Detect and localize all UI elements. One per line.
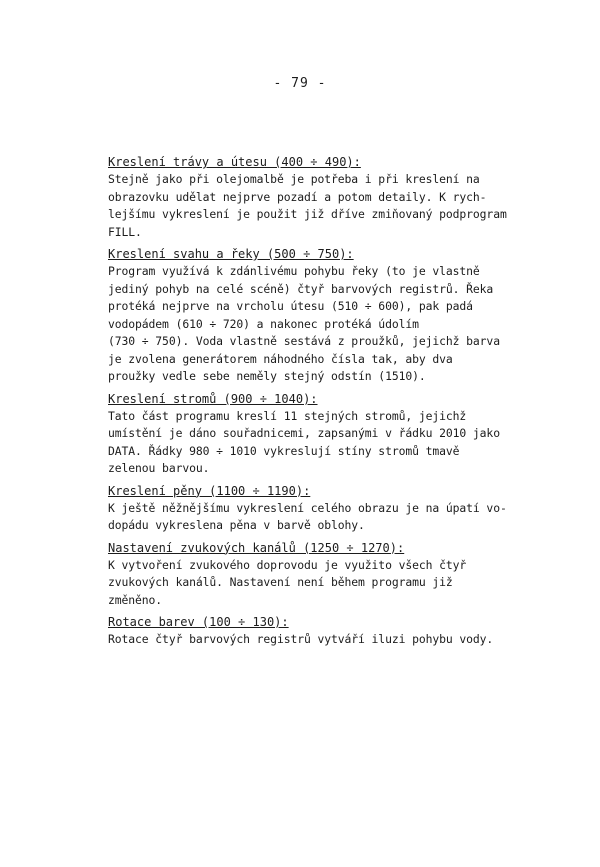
section-foam <box>108 483 538 535</box>
paragraph-line: lejšímu vykreslení je použit již dříve zmiňovaný podprogram <box>108 207 507 221</box>
section-heading: Kreslení stromů (900 ÷ 1040): <box>108 391 318 406</box>
paragraph-line: dopádu vykreslena pěna v barvě oblohy. <box>108 518 365 532</box>
document-body <box>108 154 538 654</box>
paragraph-line: změněno. <box>108 592 163 607</box>
section-heading: Rotace barev (100 ÷ 130): <box>108 615 289 629</box>
paragraph-line: umístění je dáno souřadnicemi, zapsanými v řádku 2010 jako <box>108 426 500 440</box>
paragraph-line: zvukových kanálů. Nastavení není během programu již <box>108 575 453 589</box>
paragraph-line: K ještě něžnějšímu vykreslení celého obrazu je na úpatí vo- <box>108 500 507 515</box>
section-trees <box>108 391 538 478</box>
paragraph-line: FILL. <box>108 224 142 239</box>
paragraph-line: DATA. Řádky 980 ÷ 1010 vykreslují stíny stromů tmavě <box>108 443 460 458</box>
paragraph-line: K vytvoření zvukového doprovodu je využito všech čtyř <box>108 557 467 572</box>
section-heading: Kreslení pěny (1100 ÷ 1190): <box>108 483 311 498</box>
section-heading: Nastavení zvukových kanálů (1250 ÷ 1270): <box>108 540 405 555</box>
section-heading: Kreslení svahu a řeky (500 ÷ 750): <box>108 247 354 261</box>
section-grass-cliff <box>108 154 538 241</box>
paragraph-line: vodopádem (610 ÷ 720) a nakonec protéká údolím <box>108 316 419 331</box>
paragraph-line: (730 ÷ 750). Voda vlastně sestává z proužků, jejichž barva <box>108 334 500 348</box>
section-slope-river <box>108 246 538 386</box>
paragraph-line: Rotace čtyř barvových registrů vytváří iluzi pohybu vody. <box>108 632 494 646</box>
section-heading: Kreslení trávy a útesu (400 ÷ 490): <box>108 155 361 169</box>
section-sound-channels <box>108 540 538 610</box>
paragraph-line: je zvolena generátorem náhodného čísla tak, aby dva <box>108 351 453 366</box>
paragraph-line: proužky vedle sebe neměly stejný odstín (1510). <box>108 369 426 383</box>
paragraph-line: Program využívá k zdánlivému pohybu řeky (to je vlastně <box>108 264 480 278</box>
paragraph-line: Stejně jako při olejomalbě je potřeba i při kreslení na <box>108 172 480 186</box>
page-number: - 79 - <box>273 76 327 91</box>
paragraph-line: zelenou barvou. <box>108 461 210 475</box>
section-color-rotation <box>108 614 538 649</box>
paragraph-line: jediný pohyb na celé scéně) čtyř barvových registrů. Řeka <box>108 281 494 296</box>
paragraph-line: protéká nejprve na vrcholu útesu (510 ÷ 600), pak padá <box>108 299 473 313</box>
paragraph-line: Tato část programu kreslí 11 stejných stromů, jejichž <box>108 408 467 423</box>
paragraph-line: obrazovku udělat nejprve pozadí a potom detaily. K rych- <box>108 189 487 204</box>
